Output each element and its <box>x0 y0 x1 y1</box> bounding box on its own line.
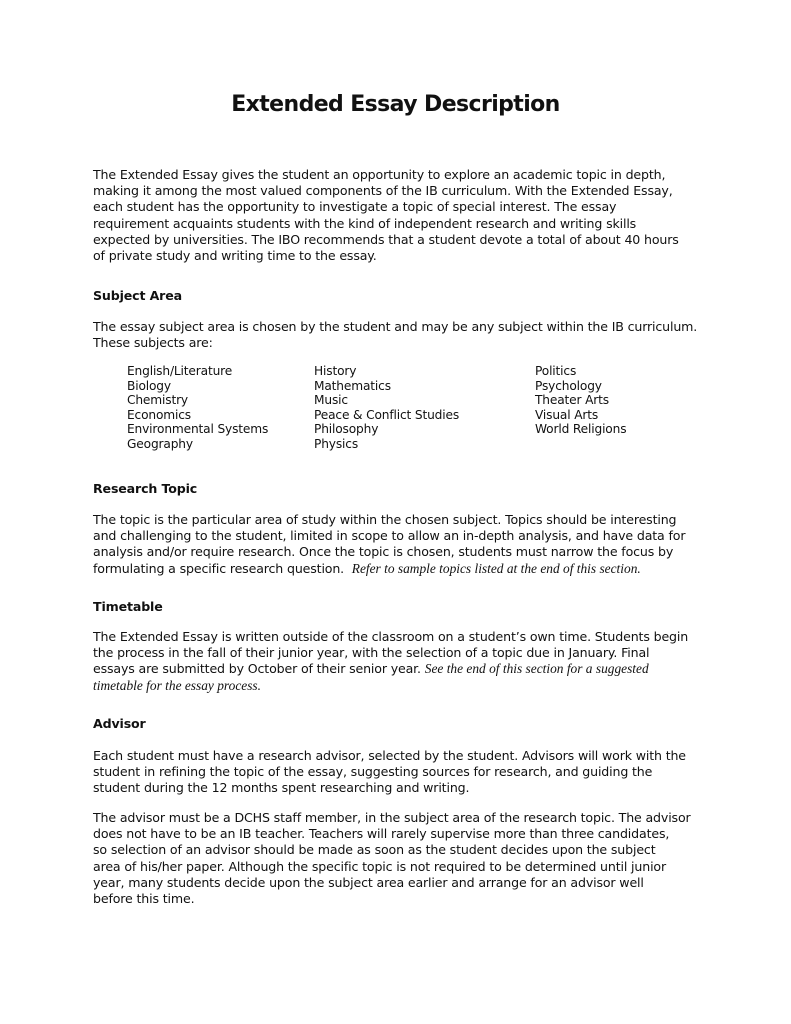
intro-line: making it among the most valued components of the IB curriculum. With the Extended Essay, <box>93 183 673 199</box>
timetable-heading: Timetable <box>93 599 163 614</box>
timetable-text: essays are submitted by October of their senior year. <box>93 661 421 677</box>
subject-item: Theater Arts <box>535 393 609 407</box>
advisor-line: The advisor must be a DCHS staff member, in the subject area of the research topic. The advisor <box>93 810 691 825</box>
subject-item: Music <box>314 393 348 407</box>
advisor-heading: Advisor <box>93 716 146 731</box>
subjects-column-2 <box>314 364 459 451</box>
subject-item: Chemistry <box>127 393 188 407</box>
intro-paragraph <box>93 167 703 264</box>
research-topic-line: and challenging to the student, limited in scope to allow an in-depth analysis, and have data for <box>93 528 686 544</box>
advisor-line: does not have to be an IB teacher. Teachers will rarely supervise more than three candidates, <box>93 826 670 842</box>
advisor-paragraph-2 <box>93 810 703 907</box>
subject-item: Peace & Conflict Studies <box>314 407 460 422</box>
timetable-italic-note: timetable for the essay process. <box>93 677 261 693</box>
subject-item: Biology <box>127 378 171 393</box>
subject-area-line: These subjects are: <box>93 335 213 351</box>
intro-line: The Extended Essay gives the student an opportunity to explore an academic topic in depth, <box>93 167 666 182</box>
research-topic-paragraph <box>93 512 703 577</box>
subject-item: History <box>314 364 357 378</box>
subject-item: Physics <box>314 436 359 451</box>
subject-area-paragraph <box>93 319 703 351</box>
advisor-line: area of his/her paper. Although the specific topic is not required to be determined until junior <box>93 858 667 874</box>
intro-line: of private study and writing time to the essay. <box>93 248 377 264</box>
subject-item: Politics <box>535 364 577 378</box>
subjects-column-1 <box>127 364 268 451</box>
research-topic-line: analysis and/or require research. Once the topic is chosen, students must narrow the focus by <box>93 544 674 560</box>
subject-item: English/Literature <box>127 364 233 378</box>
intro-line: each student has the opportunity to investigate a topic of special interest. The essay <box>93 199 617 215</box>
subject-area-line: The essay subject area is chosen by the student and may be any subject within the IB curriculum. <box>93 319 698 334</box>
advisor-line: student in refining the topic of the essay, suggesting sources for research, and guiding the <box>93 764 653 780</box>
research-topic-heading: Research Topic <box>93 481 198 496</box>
advisor-line: Each student must have a research advisor, selected by the student. Advisors will work with the <box>93 748 686 763</box>
intro-line: requirement acquaints students with the kind of independent research and writing skills <box>93 215 637 231</box>
subject-area-heading: Subject Area <box>93 288 182 303</box>
research-topic-italic-note: Refer to sample topics listed at the end of this section. <box>351 560 641 576</box>
subject-item: Economics <box>127 407 191 422</box>
subject-item: Philosophy <box>314 422 379 436</box>
subject-item: Psychology <box>535 378 602 393</box>
subject-item: World Religions <box>535 422 627 436</box>
timetable-italic-note: See the end of this section for a suggested <box>424 661 649 677</box>
research-topic-line <box>93 561 703 577</box>
subject-item: Geography <box>127 436 193 451</box>
timetable-paragraph <box>93 629 703 694</box>
subject-item: Visual Arts <box>535 407 599 422</box>
timetable-line <box>93 661 703 677</box>
advisor-line: student during the 12 months spent researching and writing. <box>93 780 470 796</box>
advisor-line: so selection of an advisor should be made as soon as the student decides upon the subject <box>93 842 656 858</box>
advisor-line: year, many students decide upon the subject area earlier and arrange for an advisor well <box>93 874 644 890</box>
timetable-line: the process in the fall of their junior year, with the selection of a topic due in January. Final <box>93 645 650 661</box>
research-topic-line: The topic is the particular area of study within the chosen subject. Topics should be interesting <box>93 512 677 527</box>
advisor-line: before this time. <box>93 891 195 907</box>
research-topic-text: formulating a specific research question. <box>93 560 345 576</box>
advisor-paragraph-1 <box>93 748 703 797</box>
intro-line: expected by universities. The IBO recommends that a student devote a total of about 40 hours <box>93 231 679 247</box>
timetable-line: The Extended Essay is written outside of the classroom on a student’s own time. Students begin <box>93 629 689 644</box>
subjects-list <box>0 364 791 464</box>
subject-item: Environmental Systems <box>127 422 269 436</box>
subjects-column-3 <box>535 364 626 437</box>
page-title: Extended Essay Description <box>231 92 560 117</box>
subject-item: Mathematics <box>314 378 391 393</box>
